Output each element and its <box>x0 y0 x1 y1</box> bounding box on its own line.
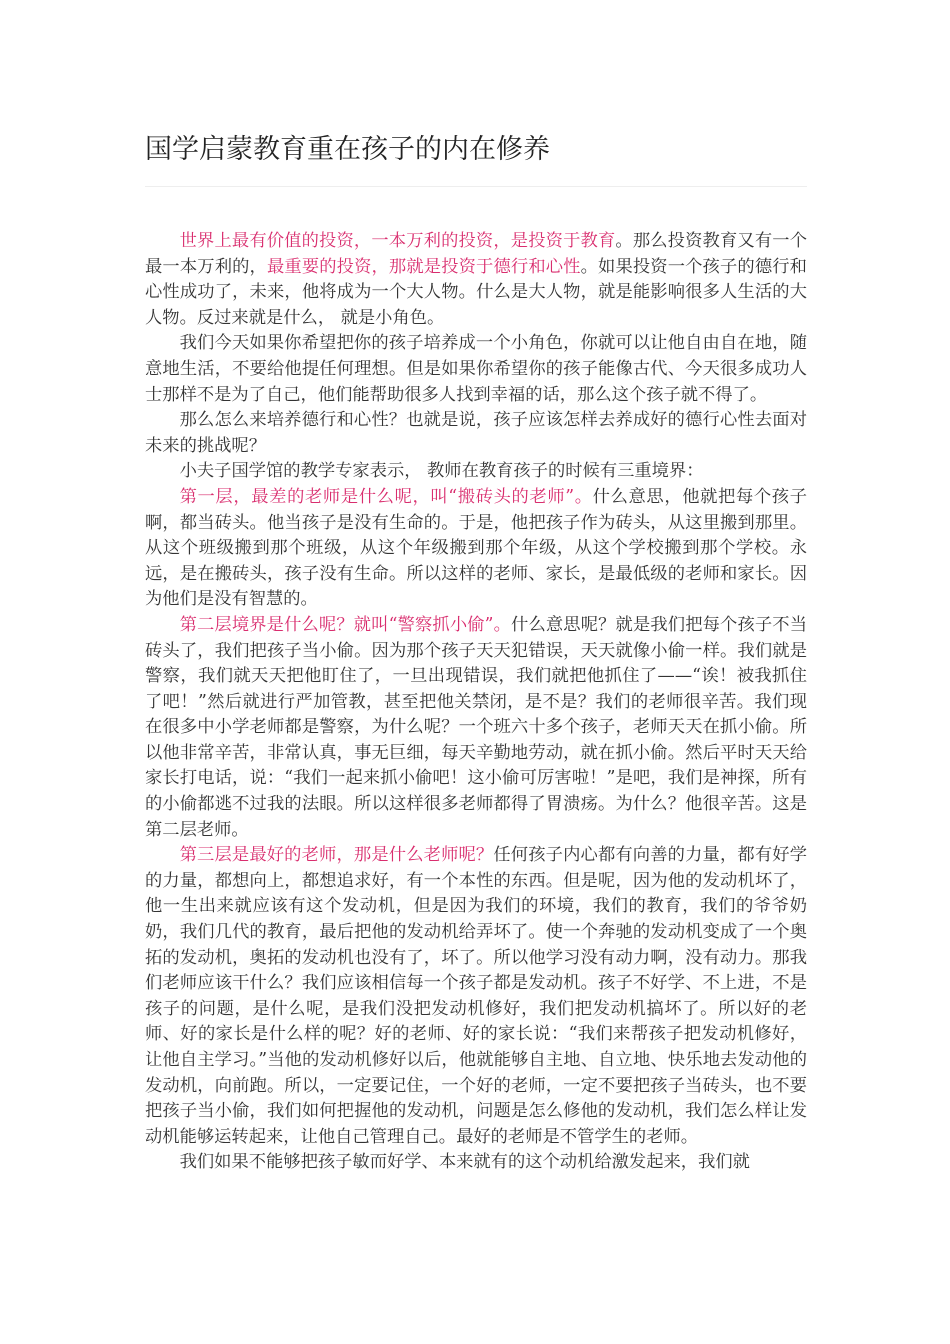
paragraph-3 <box>145 408 807 459</box>
paragraph-6 <box>145 613 807 843</box>
paragraph-text: 我们今天如果你希望把你的孩子培养成一个小角色，你就可以让他自由自在地，随意地生活，不要给他提任何理想。但是如果你希望你的孩子能像古代、今天很多成功人士那样不是为了自己，他们能帮助很多人找到幸福的话，那么这个孩子就不得了。 <box>145 333 807 405</box>
highlight-phrase: 世界上最有价值的投资，一本万利的投资，是投资于教育 <box>179 231 616 251</box>
paragraph-7 <box>145 843 807 1150</box>
article-title: 国学启蒙教育重在孩子的内在修养 <box>145 134 550 165</box>
paragraph-8 <box>145 1150 807 1176</box>
title-divider <box>145 186 807 187</box>
paragraph-text: 。如果投资一个孩子的德行和心性成功了，未来，他将成为一个大人物。什么是大人物，就是能影响很多人生活的大人物。反过来就是什么， 就是小角色。 <box>145 256 807 328</box>
highlight-phrase: 第三层是最好的老师，那是什么老师呢？ <box>179 845 494 866</box>
paragraph-4 <box>145 459 807 485</box>
paragraph-text: 什么意思呢？就是我们把每个孩子不当砖头了，我们把孩子当小偷。因为那个孩子天天犯错误，天天就像小偷一样。我们就是警察，我们就天天把他盯住了，一旦出现错误，我们就把他抓住了——“诶！被我抓住了吧！”然后就进行严加管教，甚至把他关禁闭，是不是？我们的老师很辛苦。我们现在很多中小学老师都是警察，为什么呢？一个班六十多个孩子，老师天天在抓小偷。所以他非常辛苦，非常认真，事无巨细，每天辛勤地劳动，就在抓小偷。然后平时天天给家长打电话，说：“我们一起来抓小偷吧！这小偷可厉害啦！”是吧，我们是神探，所有的小偷都逃不过我的法眼。所以这样很多老师都得了胃溃疡。为什么？他很辛苦。这是第二层老师。 <box>145 614 807 840</box>
paragraph-text: 什么意思，他就把每个孩子啊，都当砖头。他当孩子是没有生命的。于是，他把孩子作为砖头，从这里搬到那里。从这个班级搬到那个班级，从这个年级搬到那个年级，从这个学校搬到那个学校。永远，是在搬砖头，孩子没有生命。所以这样的老师、家长，是最低级的老师和家长。因为他们是没有智慧的。 <box>145 486 807 610</box>
article-body <box>145 229 807 1176</box>
highlight-phrase: 第一层，最差的老师是什么呢，叫“搬砖头的老师”。 <box>179 486 593 507</box>
paragraph-text: 我们如果不能够把孩子敏而好学、本来就有的这个动机给激发起来，我们就 <box>179 1152 750 1173</box>
paragraph-2 <box>145 331 807 408</box>
paragraph-text: 那么怎么来培养德行和心性？也就是说，孩子应该怎样去养成好的德行心性去面对未来的挑战呢？ <box>145 410 807 456</box>
paragraph-1 <box>145 229 807 331</box>
paragraph-text: 小夫子国学馆的教学专家表示， 教师在教育孩子的时候有三重境界： <box>179 461 704 482</box>
paragraph-text: 任何孩子内心都有向善的力量，都有好学的力量，都想向上，都想追求好，有一个本性的东西。但是呢，因为他的发动机坏了，他一生出来就应该有这个发动机，但是因为我们的环境，我们的教育，我们的爷爷奶奶，我们几代的教育，最后把他的发动机给弄坏了。使一个奔驰的发动机变成了一个奥拓的发动机，奥拓的发动机也没有了，坏了。所以他学习没有动力啊，没有动力。那我们老师应该干什么？我们应该相信每一个孩子都是发动机。孩子不好学、不上进，不是孩子的问题，是什么呢，是我们没把发动机修好，我们把发动机搞坏了。所以好的老师、好的家长是什么样的呢？好的老师、好的家长说：“我们来帮孩子把发动机修好，让他自主学习。”当他的发动机修好以后，他就能够自主地、自立地、快乐地去发动他的发动机，向前跑。所以，一定要记住，一个好的老师，一定不要把孩子当砖头，也不要把孩子当小偷，我们如何把握他的发动机，问题是怎么修他的发动机，我们怎么样让发动机能够运转起来，让他自己管理自己。最好的老师是不管学生的老师。 <box>145 845 807 1147</box>
highlight-phrase: 最重要的投资，那就是投资于德行和心性 <box>266 256 581 277</box>
highlight-phrase: 第二层境界是什么呢？就叫“警察抓小偷”。 <box>179 614 512 635</box>
paragraph-5 <box>145 485 807 613</box>
paragraph-text: 。那么投资教育又有一个最一本万利的， <box>145 231 807 277</box>
